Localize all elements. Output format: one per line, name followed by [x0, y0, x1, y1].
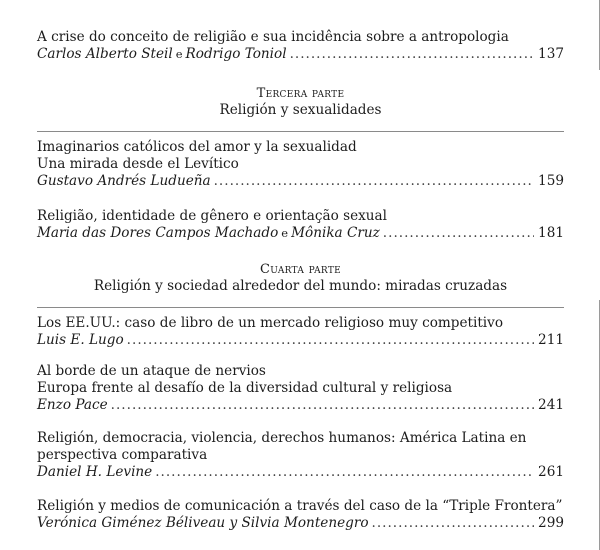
author-conjunction: e	[175, 47, 183, 61]
page-number: 211	[538, 332, 564, 348]
entry-author	[37, 225, 380, 242]
page-number: 261	[538, 464, 564, 480]
author-name: Carlos Alberto Steil	[37, 46, 173, 62]
entry-title: A crise do conceito de religião e sua incidência sobre a antropologia	[37, 29, 509, 45]
part-title: Religión y sexualidades	[219, 102, 382, 118]
toc-entry	[37, 315, 564, 349]
entry-title: Religião, identidade de gênero e orientação sexual	[37, 208, 387, 224]
author-conjunction: e	[281, 226, 289, 240]
entry-subtitle: Una mirada desde el Levítico	[37, 156, 239, 172]
entry-title: Los EE.UU.: caso de libro de un mercado religioso muy competitivo	[37, 315, 504, 331]
entry-author-line	[37, 225, 564, 242]
entry-title: Religión, democracia, violencia, derechos humanos: América Latina en	[37, 430, 527, 446]
entry-author-line	[37, 173, 564, 190]
part-title: Religión y sociedad alrededor del mundo: miradas cruzadas	[93, 278, 508, 294]
page-number: 181	[538, 225, 564, 241]
entry-author-line	[37, 46, 564, 63]
entry-author-line	[37, 515, 564, 532]
author-name: Maria das Dores Campos Machado	[37, 225, 279, 241]
toc-entry	[37, 363, 564, 414]
dot-leader	[290, 46, 534, 63]
entry-title: Religión y medios de comunicación a través del caso de la “Triple Frontera”	[37, 498, 563, 514]
part-label: Tercera parte	[256, 86, 345, 101]
page-number: 299	[538, 515, 564, 531]
dot-leader	[214, 173, 534, 190]
toc-entry	[37, 430, 564, 481]
entry-title: Imaginarios católicos del amor y la sexualidad	[37, 139, 357, 155]
part-heading	[37, 85, 564, 119]
entry-author-line	[37, 332, 564, 349]
toc-entry	[37, 139, 564, 190]
dot-leader	[127, 332, 534, 349]
entry-title-continued: perspectiva comparativa	[37, 447, 208, 463]
author-name: Mônika Cruz	[291, 225, 380, 241]
author-name: Rodrigo Toniol	[185, 46, 287, 62]
page-number: 137	[538, 46, 564, 62]
entry-author: Luis E. Lugo	[37, 332, 124, 348]
entry-author: Gustavo Andrés Ludueña	[37, 173, 211, 189]
dot-leader	[111, 397, 534, 414]
entry-author	[37, 46, 287, 63]
entry-author-line	[37, 464, 564, 481]
dot-leader	[155, 464, 534, 481]
toc-entry	[37, 208, 564, 242]
part-heading	[37, 261, 564, 295]
table-of-contents	[37, 29, 564, 532]
entry-author: Verónica Giménez Béliveau y Silvia Montenegro	[37, 515, 369, 531]
page-number: 159	[538, 173, 564, 189]
entry-author-line	[37, 397, 564, 414]
dot-leader	[372, 515, 535, 532]
entry-subtitle: Europa frente al desafío de la diversidad cultural y religiosa	[37, 380, 453, 396]
entry-author: Daniel H. Levine	[37, 464, 153, 480]
toc-entry	[37, 498, 564, 532]
page-number: 241	[538, 397, 564, 413]
entry-title: Al borde de un ataque de nervios	[37, 363, 266, 379]
part-label: Cuarta parte	[259, 262, 342, 277]
entry-author: Enzo Pace	[37, 397, 108, 413]
dot-leader	[383, 225, 534, 242]
toc-entry	[37, 29, 564, 63]
